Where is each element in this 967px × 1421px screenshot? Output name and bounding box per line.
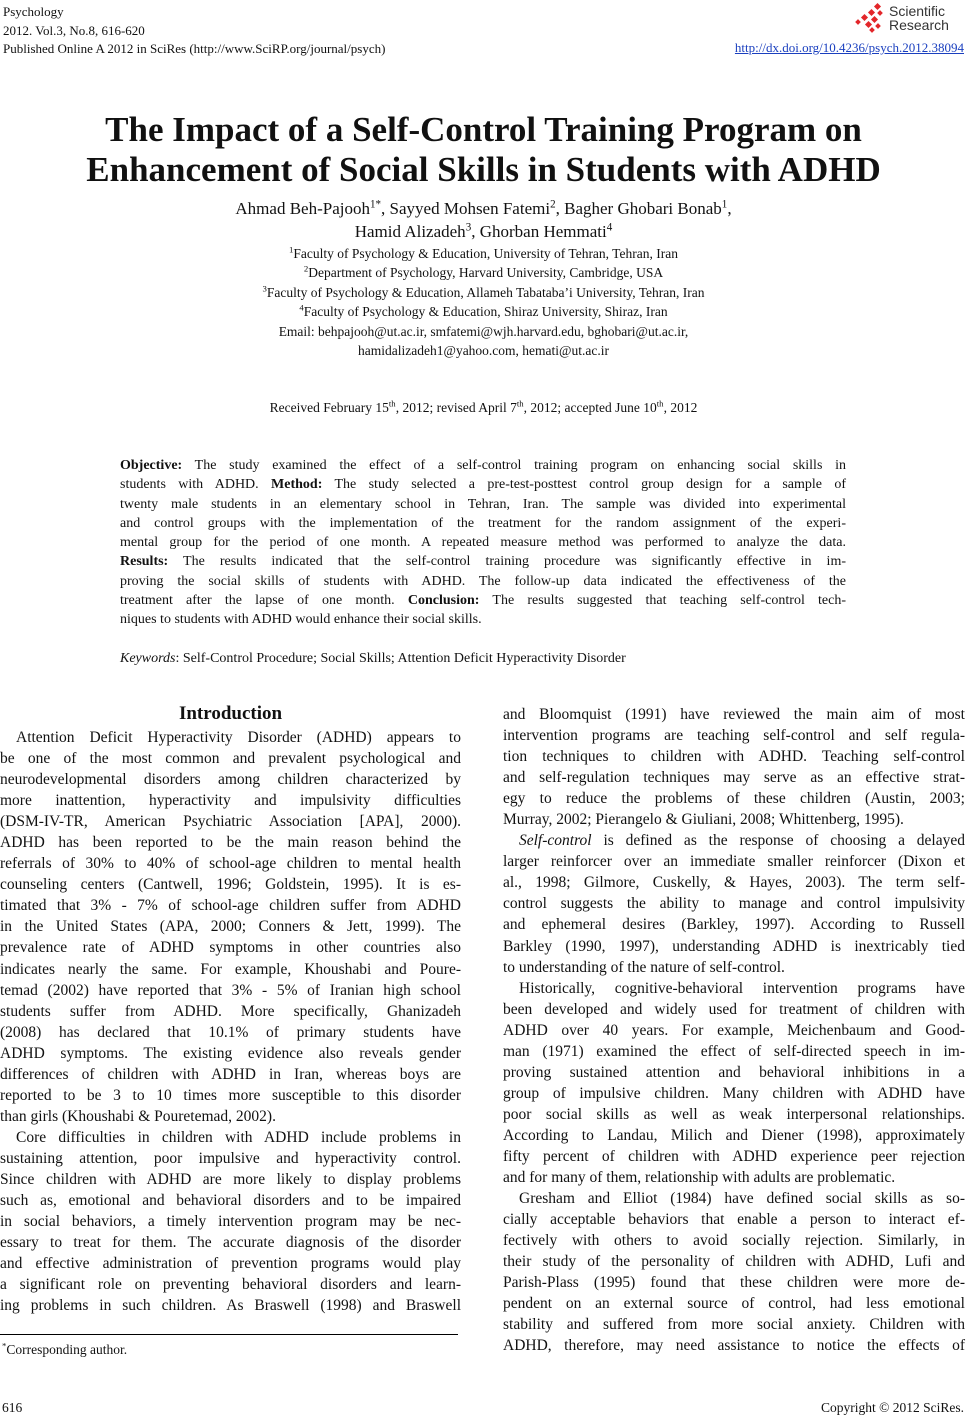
- text-line: [503, 1230, 965, 1251]
- text-run: ,: [727, 199, 732, 218]
- text-line: [120, 572, 846, 591]
- text-line: [503, 704, 965, 725]
- text-line: [503, 830, 965, 851]
- text-run: poor social skills as well as weak interpersonal relationships.: [503, 1105, 965, 1123]
- text-run: ADHD over 40 years. For example, Meichenbaum and Good-: [503, 1021, 965, 1039]
- text-run: and Bloomquist (1991) have reviewed the main aim of most: [503, 706, 965, 723]
- text-line: [0, 1211, 461, 1232]
- text-run: in social behaviors, a timely intervention program may be nec-: [0, 1213, 461, 1231]
- bold-label: Method:: [271, 477, 323, 493]
- text-run: , 2012; accepted June 10: [523, 400, 657, 415]
- text-run: The study examined the effect of a self-control training program on enhancing social skills in: [182, 458, 846, 473]
- text-line: [503, 999, 965, 1020]
- paragraph: [0, 1127, 461, 1316]
- text-line: [120, 514, 846, 533]
- publication-info: Published Online A 2012 in SciRes (http://www.SciRP.org/journal/psych): [3, 41, 386, 56]
- text-line: [0, 197, 967, 220]
- text-line: [0, 1022, 461, 1043]
- bold-label: Objective:: [120, 458, 183, 473]
- text-run: and self-regulation techniques may serve as an effective strat-: [503, 769, 965, 787]
- superscript: 3: [465, 221, 472, 234]
- paragraph: [503, 1188, 965, 1356]
- text-run: proving the social skills of students with ADHD. The follow-up data indicated the effectiveness of the: [120, 573, 846, 589]
- superscript: th: [388, 398, 396, 409]
- text-line: [503, 746, 965, 767]
- text-line: [0, 263, 967, 282]
- text-run: al., 1998; Gilmore, Cuskelly, & Hayes, 2003). The term self-: [503, 874, 965, 892]
- text-run: , 2012: [663, 400, 698, 415]
- text-line: [0, 1169, 461, 1190]
- superscript: 2: [550, 198, 556, 211]
- text-run: been developed and widely used for treatment of children with: [503, 1000, 965, 1018]
- text-run: Since children with ADHD are more likely to display problems: [0, 1170, 461, 1188]
- superscript: th: [516, 398, 524, 409]
- page-number: 616: [2, 1400, 23, 1415]
- text-run: Received February 15: [269, 400, 389, 415]
- diamond-cluster-icon: [853, 2, 887, 34]
- text-line: [503, 1167, 965, 1188]
- text-run: Attention Deficit Hyperactivity Disorder (ADHD) appears to: [16, 729, 461, 746]
- paragraph: [503, 978, 965, 1188]
- journal-name: Psychology: [3, 4, 64, 19]
- text-line: [0, 1064, 461, 1085]
- text-run: ing problems in such children. As Braswell (1998) and Braswell: [0, 1297, 461, 1315]
- text-run: control suggests the ability to manage and control impulsivity: [503, 895, 965, 913]
- text-run: reported to be 3 to 10 times more susceptible to this disorder: [0, 1086, 461, 1104]
- text-run: and for many of them, relationship with adults are problematic.: [503, 1169, 896, 1187]
- text-run: counseling centers (Cantwell, 1996; Goldstein, 1995). It is es-: [0, 876, 461, 894]
- text-line: [0, 727, 461, 748]
- text-run: Parish-Plass (1995) found that these children were more de-: [503, 1274, 965, 1292]
- text-line: [503, 914, 965, 935]
- text-run: neurodevelopmental disorders among children characterized by: [0, 771, 461, 789]
- text-line: [503, 1041, 965, 1062]
- logo-text-line2: Research: [889, 17, 949, 33]
- author-list: [0, 197, 967, 243]
- text-run: fectively with others to avoid socially rejection. Similarly, in: [503, 1232, 965, 1250]
- text-run: twenty male students in an elementary school in Tehran, Iran. The sample was divided into experimental: [120, 496, 846, 512]
- text-line: [0, 244, 967, 263]
- text-line: [503, 1020, 965, 1041]
- text-line: [0, 874, 461, 895]
- text-line: [0, 220, 967, 243]
- text-run: to understanding of the nature of self-control.: [503, 958, 785, 976]
- left-column-body: [0, 727, 461, 1316]
- abstract: [120, 456, 846, 630]
- text-run: pendent on an external source of control, had less emotional: [503, 1295, 965, 1313]
- text-line: [0, 790, 461, 811]
- text-run: , 2012; revised April 7: [395, 400, 517, 415]
- paragraph: [503, 704, 965, 830]
- text-run: and effective administration of prevention programs would play: [0, 1255, 461, 1273]
- text-run: (2008) has declared that 10.1% of primary students have: [0, 1023, 461, 1041]
- italic-text: Self-control: [519, 832, 592, 850]
- copyright: Copyright © 2012 SciRes.: [820, 1400, 964, 1415]
- text-run: temad (2002) have reported that 3% - 5% of Iranian high school: [0, 981, 461, 999]
- text-line: [503, 1104, 965, 1125]
- text-run: their study of the personality of children with ADHD, Lufi and: [503, 1253, 965, 1271]
- text-run: and control groups with the implementation of the treatment for the random assignment of the experi-: [120, 515, 846, 531]
- text-line: [503, 767, 965, 788]
- superscript: th: [656, 398, 664, 409]
- text-run: Email: behpajooh@ut.ac.ir, smfatemi@wjh.harvard.edu, bghobari@ut.ac.ir,: [278, 323, 689, 339]
- paper-title: [0, 110, 967, 190]
- text-run: and ephemeral desires (Barkley, 1997). According to Russell: [503, 916, 965, 934]
- bold-label: Results:: [120, 554, 169, 570]
- text-line: [0, 1043, 461, 1064]
- text-line: [0, 769, 461, 790]
- superscript: 1: [289, 244, 294, 255]
- text-run: Faculty of Psychology & Education, University of Tehran, Tehran, Iran: [293, 246, 678, 261]
- text-run: Faculty of Psychology & Education, Allameh Tabataba’i University, Tehran, Iran: [266, 284, 705, 300]
- text-line: [503, 1251, 965, 1272]
- text-run: , Bagher Ghobari Bonab: [555, 199, 722, 218]
- text-run: is defined as the response of choosing a delayed: [591, 832, 965, 850]
- text-run: Historically, cognitive-behavioral intervention programs have: [519, 979, 965, 997]
- text-run: egy to reduce the problems of these children (Austin, 2003;: [503, 790, 965, 808]
- text-run: more inattention, hyperactivity and impulsivity difficulties: [0, 792, 461, 810]
- superscript: 1*: [369, 198, 382, 211]
- text-run: intervention programs are teaching self-control and self regula-: [503, 727, 965, 745]
- text-run: Gresham and Elliot (1984) have defined social skills as so-: [519, 1190, 965, 1208]
- text-line: [0, 1001, 461, 1022]
- text-line: [0, 341, 967, 360]
- text-run: cially acceptable behaviors that enable a person to interact ef-: [503, 1211, 965, 1229]
- text-run: Corresponding author.: [6, 1342, 128, 1357]
- text-run: man (1971) examined the effect of self-directed speech in im-: [503, 1042, 965, 1060]
- text-line: [0, 1106, 461, 1127]
- text-line: [0, 1148, 461, 1169]
- text-run: sustaining attention, poor impulsive and hyperactivity control.: [0, 1149, 461, 1167]
- text-run: timated that 3% - 7% of school-age children suffer from ADHD: [0, 897, 461, 915]
- superscript: *: [2, 1340, 7, 1351]
- text-line: [503, 725, 965, 746]
- text-line: [0, 302, 967, 321]
- text-line: [0, 916, 461, 937]
- text-line: [503, 809, 965, 830]
- text-run: essary to treat for them. The accurate diagnosis of the disorder: [0, 1234, 461, 1252]
- footnote-divider: [0, 1334, 458, 1335]
- text-run: , Sayyed Mohsen Fatemi: [381, 199, 551, 218]
- paragraph: [0, 727, 461, 1127]
- text-run: treatment after the lapse of one month.: [120, 593, 408, 609]
- text-line: [0, 1127, 461, 1148]
- text-line: [503, 1188, 965, 1209]
- text-run: ADHD symptoms. The existing evidence also reveals gender: [0, 1044, 461, 1062]
- scientific-research-logo: [853, 0, 963, 36]
- text-run: referrals of 30% to 40% of school-age children to mental health: [0, 855, 461, 873]
- italic-text: Keywords: [120, 651, 176, 666]
- bold-label: Conclusion:: [407, 593, 480, 609]
- text-run: proving sustained attention and behavioral inhibitions in a: [503, 1063, 965, 1081]
- text-line: [503, 1272, 965, 1293]
- text-line: [503, 1314, 965, 1335]
- text-line: [0, 1253, 461, 1274]
- text-run: Ahmad Beh-Pajooh: [235, 199, 370, 218]
- text-line: [0, 853, 461, 874]
- text-line: [503, 936, 965, 957]
- text-run: prevalence rate of ADHD symptoms in other countries also: [0, 939, 461, 957]
- text-line: [120, 475, 846, 494]
- text-run: larger reinforcer over an immediate smaller reinforcer (Dixon et: [503, 853, 965, 871]
- text-line: [503, 788, 965, 809]
- text-line: [503, 1209, 965, 1230]
- superscript: 4: [606, 221, 613, 234]
- doi-link[interactable]: http://dx.doi.org/10.4236/psych.2012.38094: [734, 40, 964, 55]
- text-run: , Ghorban Hemmati: [471, 222, 607, 241]
- text-run: The results suggested that teaching self-control tech-: [479, 593, 847, 609]
- text-line: [503, 1083, 965, 1104]
- keywords: [120, 651, 626, 667]
- text-run: group of impulsive children. Many children with ADHD have: [503, 1084, 965, 1102]
- text-run: According to Landau, Milich and Diener (1998), approximately: [503, 1126, 965, 1144]
- text-run: (DSM-IV-TR, American Psychiatric Association [APA], 2000).: [0, 813, 461, 831]
- text-run: than girls (Khoushabi & Pouretemad, 2002).: [0, 1107, 276, 1125]
- text-line: [120, 456, 846, 475]
- text-line: [120, 591, 846, 610]
- text-line: [0, 980, 461, 1001]
- text-line: [120, 533, 846, 552]
- text-run: in the United States (APA, 2000; Conners & Jett, 1999). The: [0, 918, 461, 936]
- superscript: 1: [721, 198, 728, 211]
- text-run: hamidalizadeh1@yahoo.com, hemati@ut.ac.ir: [358, 343, 609, 359]
- text-line: [0, 1274, 461, 1295]
- text-line: [0, 322, 967, 341]
- received-dates: [0, 400, 967, 416]
- text-line: [0, 1232, 461, 1253]
- text-run: students suffer from ADHD. More specifically, Ghanizadeh: [0, 1002, 461, 1020]
- text-line: [0, 832, 461, 853]
- journal-header: [3, 3, 385, 59]
- text-line: [503, 893, 965, 914]
- text-run: Faculty of Psychology & Education, Shiraz University, Shiraz, Iran: [303, 304, 668, 320]
- text-line: [503, 1335, 965, 1356]
- logo-text-line1: Scientific: [889, 3, 946, 19]
- text-line: [503, 978, 965, 999]
- text-run: such as, emotional and behavioral disorders and to be impaired: [0, 1192, 461, 1210]
- journal-volume: 2012. Vol.3, No.8, 616-620: [3, 22, 145, 38]
- text-run: Barkley (1990, 1997), understanding ADHD is inextricably tied: [503, 937, 965, 955]
- footnote: [2, 1342, 127, 1358]
- text-run: stability and suffered from more social anxiety. Children with: [503, 1316, 965, 1334]
- text-run: ADHD has been reported to be the main reason behind the: [0, 834, 461, 852]
- superscript: 2: [303, 263, 309, 274]
- text-line: [0, 959, 461, 980]
- affiliations: [0, 244, 967, 360]
- text-run: mental group for the period of one month. A repeated measure method was performed to analyze the data.: [120, 535, 846, 551]
- text-run: : Self-Control Procedure; Social Skills; Attention Deficit Hyperactivity Disorder: [175, 651, 626, 666]
- text-line: [503, 1293, 965, 1314]
- text-line: [120, 610, 846, 629]
- text-run: Department of Psychology, Harvard University, Cambridge, USA: [308, 265, 664, 281]
- text-run: ADHD, therefore, may need assistance to notice the effects of: [503, 1337, 965, 1355]
- section-heading-introduction: Introduction: [178, 703, 283, 724]
- text-line: [503, 1062, 965, 1083]
- text-run: Murray, 2002; Pierangelo & Giuliani, 2008; Whittenberg, 1995).: [503, 811, 904, 829]
- text-run: students with ADHD.: [120, 477, 272, 493]
- text-line: [0, 1085, 461, 1106]
- text-run: indicates nearly the same. For example, Khoushabi and Poure-: [0, 960, 461, 978]
- text-run: fifty percent of children with ADHD experience peer rejection: [503, 1147, 965, 1165]
- text-line: [503, 872, 965, 893]
- text-run: tion techniques to children with ADHD. Teaching self-control: [503, 748, 965, 766]
- text-line: [120, 495, 846, 514]
- text-line: [0, 283, 967, 302]
- text-run: Hamid Alizadeh: [354, 222, 466, 241]
- text-line: [0, 748, 461, 769]
- text-line: [503, 851, 965, 872]
- text-line: [0, 937, 461, 958]
- title-line-2: Enhancement of Social Skills in Students with ADHD: [86, 150, 881, 189]
- text-run: The results indicated that the self-control training procedure was significantly effective in im-: [168, 554, 846, 570]
- text-line: [0, 895, 461, 916]
- text-line: [503, 1125, 965, 1146]
- text-line: [503, 957, 965, 978]
- text-line: [503, 1146, 965, 1167]
- text-run: a significant role on preventing behavioral disorders and learn-: [0, 1276, 461, 1294]
- superscript: 4: [299, 302, 304, 313]
- text-run: The study selected a pre-test-posttest control group design for a sample of: [322, 477, 847, 493]
- text-line: [0, 1295, 461, 1316]
- text-run: niques to students with ADHD would enhance their social skills.: [120, 612, 482, 628]
- title-line-1: The Impact of a Self-Control Training Program on: [105, 110, 862, 149]
- text-line: [0, 1190, 461, 1211]
- superscript: 3: [262, 283, 267, 294]
- paragraph: [503, 830, 965, 977]
- text-run: differences of children with ADHD in Iran, whereas boys are: [0, 1065, 461, 1083]
- text-line: [120, 552, 846, 571]
- right-column-body: [503, 704, 965, 1356]
- text-run: Core difficulties in children with ADHD include problems in: [16, 1128, 461, 1146]
- text-line: [0, 811, 461, 832]
- text-run: be one of the most common and prevalent psychological and: [0, 750, 461, 768]
